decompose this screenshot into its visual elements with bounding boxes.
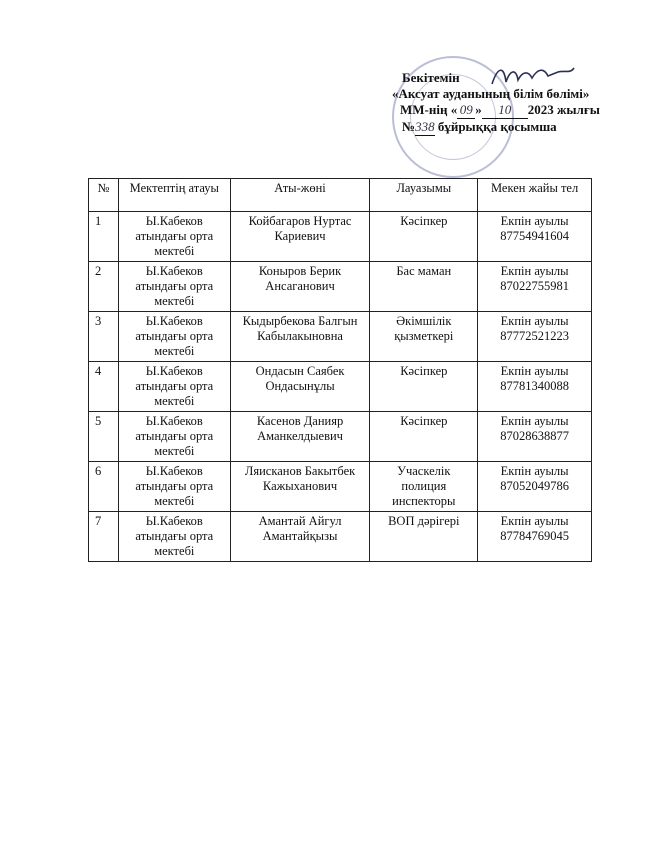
row-phone: 87754941604 — [500, 229, 569, 243]
table-row — [89, 412, 592, 462]
row-name: Касенов Данияр Аманкелдыевич — [230, 412, 370, 462]
row-name: Амантай Айгул Амантайқызы — [230, 512, 370, 562]
row-position: Кәсіпкер — [370, 212, 478, 262]
table-row — [89, 462, 592, 512]
row-name: Коныров Берик Ансаганович — [230, 262, 370, 312]
row-address: Екпін ауылы 87022755981 — [478, 262, 592, 312]
row-phone: 87052049786 — [500, 479, 569, 493]
order-number-line: №338 бұйрыққа қосымша — [402, 119, 557, 134]
row-school: Ы.Кабеков атындағы орта мектебі — [118, 362, 230, 412]
row-position: Учаскелік полиция инспекторы — [370, 462, 478, 512]
header-name: Аты-жөні — [230, 179, 370, 212]
row-address: Екпін ауылы 87028638877 — [478, 412, 592, 462]
approval-title: Бекітемін — [402, 70, 460, 85]
row-number: 5 — [89, 412, 119, 462]
row-name: Койбагаров Нуртас Кариевич — [230, 212, 370, 262]
department-name: «Аксуат ауданының білім бөлімі» — [392, 86, 590, 101]
row-phone: 87772521223 — [500, 329, 569, 343]
row-phone: 87028638877 — [500, 429, 569, 443]
header-school: Мектептің атауы — [118, 179, 230, 212]
row-school: Ы.Кабеков атындағы орта мектебі — [118, 412, 230, 462]
staff-table — [88, 178, 592, 562]
row-number: 1 — [89, 212, 119, 262]
row-position: Кәсіпкер — [370, 412, 478, 462]
row-name: Ондасын Саябек Ондасынұлы — [230, 362, 370, 412]
row-school: Ы.Кабеков атындағы орта мектебі — [118, 212, 230, 262]
row-name: Ляисканов Бакытбек Кажыханович — [230, 462, 370, 512]
header-address: Мекен жайы тел — [478, 179, 592, 212]
row-phone: 87781340088 — [500, 379, 569, 393]
row-number: 7 — [89, 512, 119, 562]
table-row — [89, 362, 592, 412]
order-date-line: ММ-нің « 09 » 10 2023 жылғы — [400, 102, 600, 117]
table-row — [89, 312, 592, 362]
order-month: 10 — [482, 102, 528, 119]
row-number: 6 — [89, 462, 119, 512]
table-header-row — [89, 179, 592, 212]
header-position: Лауазымы — [370, 179, 478, 212]
row-position: Бас маман — [370, 262, 478, 312]
row-phone: 87022755981 — [500, 279, 569, 293]
table-row — [89, 262, 592, 312]
row-address: Екпін ауылы 87772521223 — [478, 312, 592, 362]
table-row — [89, 512, 592, 562]
row-position: Кәсіпкер — [370, 362, 478, 412]
row-school: Ы.Кабеков атындағы орта мектебі — [118, 262, 230, 312]
row-phone: 87784769045 — [500, 529, 569, 543]
row-address: Екпін ауылы 87784769045 — [478, 512, 592, 562]
row-number: 3 — [89, 312, 119, 362]
row-school: Ы.Кабеков атындағы орта мектебі — [118, 462, 230, 512]
row-number: 2 — [89, 262, 119, 312]
table-row — [89, 212, 592, 262]
header-number: № — [89, 179, 119, 212]
approval-block — [388, 70, 638, 136]
row-number: 4 — [89, 362, 119, 412]
row-address: Екпін ауылы 87781340088 — [478, 362, 592, 412]
row-address: Екпін ауылы 87754941604 — [478, 212, 592, 262]
order-day: 09 — [457, 102, 475, 119]
row-name: Кыдырбекова Балгын Кабылакыновна — [230, 312, 370, 362]
row-position: Әкімшілік қызметкері — [370, 312, 478, 362]
row-school: Ы.Кабеков атындағы орта мектебі — [118, 312, 230, 362]
row-school: Ы.Кабеков атындағы орта мектебі — [118, 512, 230, 562]
row-position: ВОП дәрігері — [370, 512, 478, 562]
order-number: 338 — [415, 119, 435, 134]
row-address: Екпін ауылы 87052049786 — [478, 462, 592, 512]
